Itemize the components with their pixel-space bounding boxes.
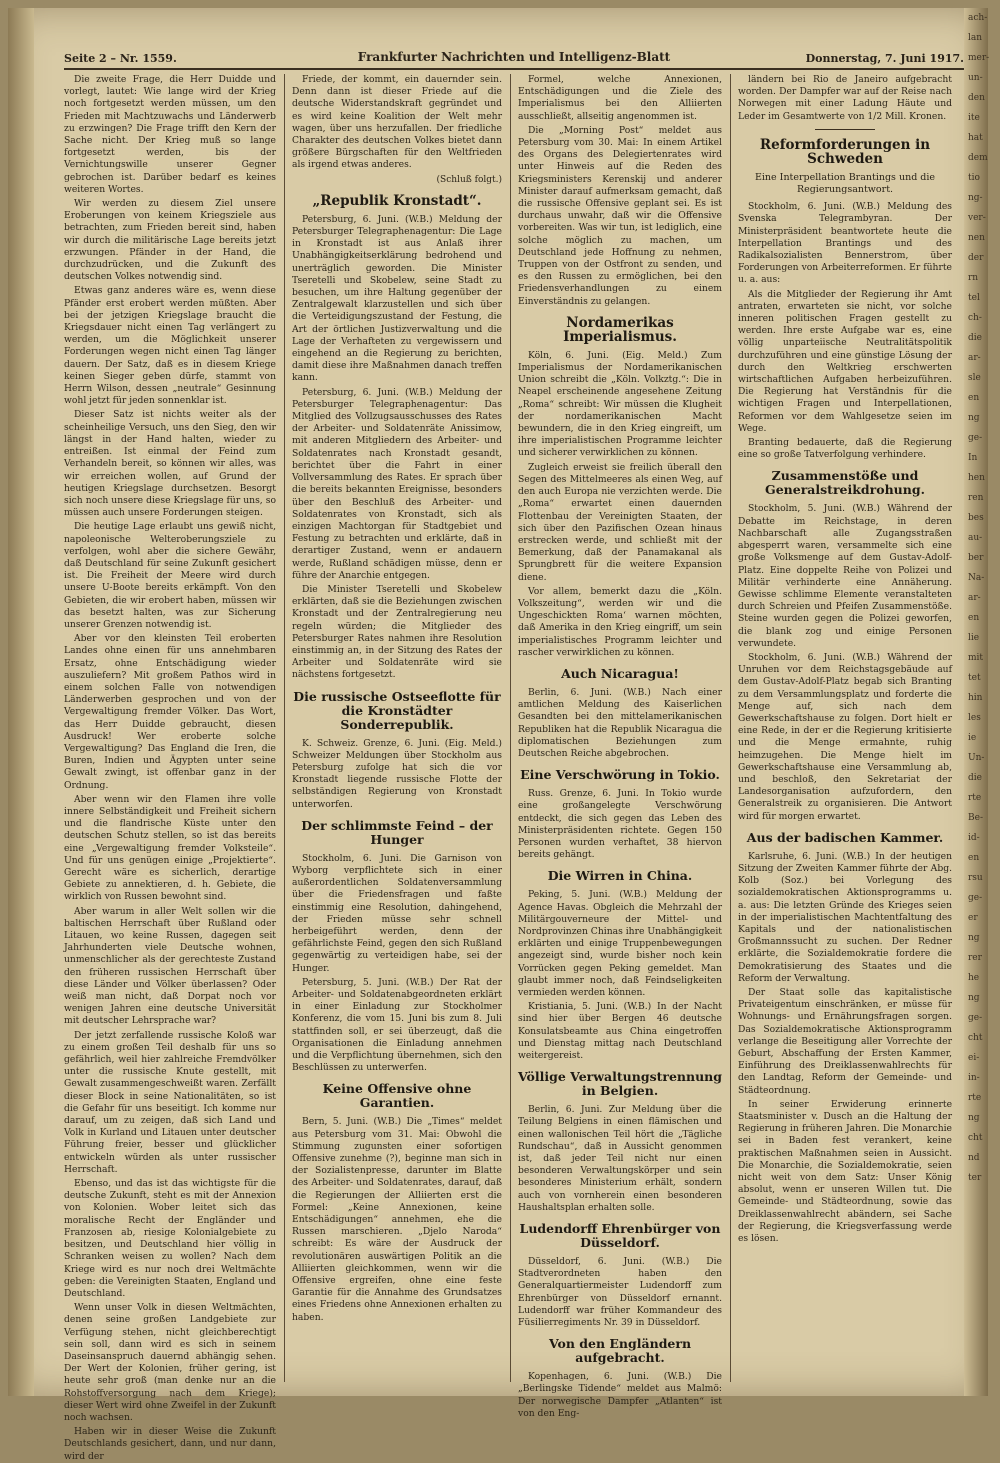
column-rule: [730, 74, 731, 1382]
paragraph: Wir werden zu diesem Ziel unsere Eroberungen von keinem Kriegsziele aus betrachten, zum Frieden bereit sind, haben wir durch die militärische Lage bereits jetzt erzwungen. Pfänder in der Hand, die durchzudrücken, und die Zukunft des deutschen Volkes notwendig sind.: [64, 198, 276, 283]
edge-fragment: ren: [968, 493, 984, 503]
paragraph: Zugleich erweist sie freilich überall den Segen des Mittelmeeres als einen Weg, auf den auch Europa nie verzichten werde. Die „Roma“ erwartet einen dauernden Flottenbau der Vereinigten Staaten, der sich über den Pazifischen Ozean hinaus erstrecken werde, und schließt mit der Bemerkung, daß der Panamakanal als Sprungbrett für die weitere Expansion diene.: [518, 461, 722, 583]
paragraph: Petersburg, 5. Juni. (W.B.) Der Rat der Arbeiter- und Soldatenabgeordneten erklärt in einer Einladung zur Stockholmer Konferenz, die vom 15. Juni bis zum 8. Juli stattfinden soll, er sei überzeugt, daß die Organisationen die Einladung annehmen und die Verpflichtung übernehmen, sich den Beschlüssen zu unterwerfen.: [292, 976, 502, 1074]
paragraph: Etwas ganz anderes wäre es, wenn diese Pfänder erst erobert werden müßten. Aber bei der jetzigen Kriegslage braucht die Kriegsdauer nicht einen Tag verlängert zu werden, um die Möglichkeit unserer Forderungen wegen nicht einen Tag länger dauern. Der Satz, daß es in diesem Kriege keinen Sieger geben dürfe, stammt von Herrn Wilson, dessen „neutrale“ Gesinnung wohl jetzt für jeden sonnenklar ist.: [64, 285, 276, 407]
paragraph: Die zweite Frage, die Herr Duidde und vorlegt, lautet: Wie lange wird der Krieg noch fortgesetzt werden müssen, um den Frieden mit Machtzuwachs und Länderwerb zu erzwingen? Die Frage trifft den Kern der Sache nicht. Der Krieg muß so lange fortgesetzt werden, bis der Vernichtungswille unserer Gegner gebrochen ist. Darüber bedarf es keines weiteren Wortes.: [64, 74, 276, 195]
edge-fragment: in-: [968, 1073, 980, 1083]
paragraph: Dieser Satz ist nichts weiter als der scheinheilige Versuch, uns den Sieg, den wir längst in der Hand halten, wieder zu entreißen. Ist einmal der Feind zum Verhandeln bereit, so können wir alles, was wir erreichen wollen, auf Grund der heutigen Kriegslage durchsetzen. Besorgt sich noch unsere diese Kriegslage für uns, so müssen auch unsere Forderungen steigen.: [64, 409, 276, 519]
edge-fragment: ver-: [968, 213, 986, 223]
edge-fragment: tio: [968, 173, 980, 183]
paragraph: Der jetzt zerfallende russische Koloß war zu einem großen Teil deshalb für uns so gefährlich, weil hier zahlreiche Fremdvölker unter die russische Knute gestellt, mit Gewalt zusammengeschweißt waren. Zerfällt dieser Block in seine Nationalitäten, so ist die Gefahr für uns beseitigt. Ich komme nur darauf, um zu zeigen, daß sich Land und Volk in Kurland und Litauen unter deutscher Führung freier, besser und glücklicher entwickeln würden als unter russischer Herrschaft.: [64, 1029, 276, 1175]
headline-zusammenstoesse: Zusammenstöße und Generalstreikdrohung.: [765, 468, 925, 498]
paragraph: In seiner Erwiderung erinnerte Staatsminister v. Dusch an die Haltung der Regierung in früheren Jahren. Die Monarchie sei in Baden fest verankert, keine praktischen Maßnahmen seien in Aussicht. Die Monarchie, die Sozialdemokratie, seien nicht weit von dem Satz: Unser König absolut, wenn er unseren Willen tut. Die Gemeinde- und Städteordnung, sowie das Dreiklassenwahlrecht abändern, sei Sache der Regierung, die Kriegsverfassung werde es lösen.: [738, 1098, 952, 1245]
paragraph: Aber vor den kleinsten Teil eroberten Landes ohne einen für uns annehmbaren Ersatz, ohne Entschädigung wieder auszuliefern? Mit großem Pathos wird in einem solchen Falle von notwendigen Länderwerben gesprochen und von der Vergewaltigung fremder Völker. Das Wort, das Herr Duidde gebraucht, diesen Ausdruck! Wer eroberte solche Vergewaltigung? Das England die Iren, die Buren, Indien und Ägypten unter seine Gewalt zwingt, ist offenbar ganz in der Ordnung.: [64, 633, 276, 791]
paragraph: Stockholm, 5. Juni. (W.B.) Während der Debatte im Reichstage, in deren Nachbarschaft alle Zugangsstraßen abgesperrt waren, versammelte sich eine große Volksmenge auf dem Gustav-Adolf-Platz. Eine doppelte Reihe von Polizei und Militär verhinderte eine Annäherung. Gewisse schlimme Elemente veranstalteten durch Schreien und Pfeifen Zusammenstöße. Steine wurden gegen die Polizei geworfen, die blank zog und einige Personen verwundete.: [738, 503, 952, 649]
edge-fragment: dem: [968, 153, 988, 163]
paragraph: Ebenso, und das ist das wichtigste für die deutsche Zukunft, steht es mit der Annexion von Kolonien. Wober leitet sich das moralische Recht der Engländer und Franzosen ab, riesige Kolonialgebiete zu besitzen, und Deutschland hier völlig in Schranken weisen zu wollen? Nach dem Kriege wird es nur noch drei Weltmächte geben: die Vereinigten Staaten, England und Deutschland.: [64, 1178, 276, 1299]
paragraph: Die Minister Tseretelli und Skobelew erklärten, daß sie die Beziehungen zwischen Kronstadt und der Zentralregierung neu regeln würden; die Mitglieder des Petersburger Rates nahmen ihre Resolution einstimmig an, in der Sitzung des Rates der Arbeiter und Soldatenräte wird sie nächstens fortgesetzt.: [292, 583, 502, 681]
edge-fragment: In: [968, 453, 978, 463]
paragraph: Haben wir in dieser Weise die Zukunft Deutschlands gesichert, dann, und nur dann, wird der: [64, 1426, 276, 1462]
edge-fragment: Be-: [968, 813, 983, 823]
edge-fragment: ar-: [968, 353, 981, 363]
edge-fragment: ng: [968, 1113, 980, 1123]
column-1: [64, 74, 276, 1462]
headline-badische-kammer: Aus der badischen Kammer.: [746, 829, 944, 845]
paragraph: ländern bei Rio de Janeiro aufgebracht worden. Der Dampfer war auf der Reise nach Norwegen mit einer Ladung Häute und Leder im Gesamtwerte von 1/2 Mill. Kronen.: [738, 74, 952, 122]
edge-fragment: rn: [968, 273, 979, 283]
adjacent-page-edge: [964, 8, 988, 1396]
paragraph: Russ. Grenze, 6. Juni. In Tokio wurde eine großangelegte Verschwörung entdeckt, die sich gegen das Leben des Ministerpräsidenten richtete. Gegen 150 Personen wurden verhaftet, 38 hiervon bereits gehängt.: [518, 788, 722, 861]
edge-fragment: die: [968, 773, 982, 783]
edge-fragment: tel: [968, 293, 980, 303]
masthead: Frankfurter Nachrichten und Intelligenz-Blatt: [357, 50, 671, 64]
edge-fragment: ar-: [968, 593, 981, 603]
continuation-note: (Schluß folgt.): [436, 174, 502, 185]
headline-china: Die Wirren in China.: [547, 868, 693, 884]
edge-fragment: Un-: [968, 753, 985, 763]
edge-fragment: ng: [968, 933, 980, 943]
page-header: [64, 48, 964, 70]
edge-fragment: en: [968, 393, 980, 403]
edge-fragment: un-: [968, 73, 983, 83]
edge-fragment: sle: [968, 373, 981, 383]
paragraph: Kristiania, 5. Juni. (W.B.) In der Nacht sind hier über Bergen 46 deutsche Konsulatsbeamte aus China eingetroffen und Dienstag mittag nach Deutschland weitergereist.: [518, 1001, 722, 1062]
paragraph: Formel, welche Annexionen, Entschädigungen und die Ziele des Imperialismus bei den Alliierten ausschließt, allseitig angenommen ist.: [518, 74, 722, 122]
paragraph: Bern, 5. Juni. (W.B.) Die „Times“ meldet aus Petersburg vom 31. Mai: Obwohl die Stimmung zugunsten einer sofortigen Offensive zunehme (?), beginne man sich in der Sozialistenpresse, darunter im Blatte des Arbeiter- und Soldatenrates, darauf, daß die Regierungen der Alliierten erst die Formel: „Keine Annexionen, keine Entschädigungen“ annehmen, ehe die Russen marschieren. „Djelo Naroda“ schreibt: Es wäre der Ausdruck der revolutionären auswärtigen Politik an die Alliierten gleichkommen, wenn wir die Offensive ergreifen, ohne eine feste Garantie für die Annahme des Grundsatzes eines Friedens ohne Annexionen erhalten zu haben.: [292, 1116, 502, 1323]
headline-ludendorff: Ludendorff Ehrenbürger von Düsseldorf.: [519, 1221, 721, 1251]
paragraph: Düsseldorf, 6. Juni. (W.B.) Die Stadtverordneten haben den Generalquartiermeister Ludendorff zum Ehrenbürger von Düsseldorf ernannt. Ludendorff war früher Kommandeur des Füsilierregiments Nr. 39 in Düsseldorf.: [518, 1256, 722, 1329]
edge-fragment: rte: [968, 793, 982, 803]
headline-belgien: Völlige Verwaltungstrennung in Belgien.: [518, 1069, 723, 1099]
edge-fragment: lie: [968, 633, 980, 643]
column-rule: [284, 74, 285, 1382]
headline-tokio: Eine Verschwörung in Tokio.: [520, 767, 720, 783]
headline-republik-kronstadt: „Republik Kronstadt“.: [312, 192, 482, 209]
paragraph: K. Schweiz. Grenze, 6. Juni. (Eig. Meld.) Schweizer Meldungen über Stockholm aus Petersburg zufolge hat sich die vor Kronstadt liegende russische Flotte der selbständigen Regierung von Kronstadt unterworfen.: [292, 737, 502, 810]
edge-fragment: en: [968, 853, 980, 863]
headline-ostseeflotte: Die russische Ostseeflotte für die Kronstädter Sonderrepublik.: [293, 688, 501, 732]
edge-fragment: ach-: [968, 13, 988, 23]
edge-fragment: les: [968, 713, 981, 723]
divider: [815, 129, 875, 130]
paragraph: Petersburg, 6. Juni. (W.B.) Meldung der Petersburger Telegraphenagentur: Das Mitglied des Vollzugsausschusses des Rates der Arbeiter- und Soldatenräte Anissimow, mit anderen Mitgliedern des Arbeiter- und Soldatenrates nach Kronstadt gesandt, berichtet über die Fahrt in einer Vollversammlung des Rates. Er sprach über die bereits bekannten Ereignisse, besonders über den Beschluß des Arbeiter- und Soldatenrates von Kronstadt, sich als einzigen Machtorgan für Stadtgebiet und Festung zu betrachten und erklärte, daß in derartiger Zustand, wenn er andauern werde, Rußland schädigen müsse, denn er führe der Anarchie entgegen.: [292, 386, 502, 581]
paragraph: Der Staat solle das kapitalistische Privateigentum einschränken, er müsse für Wohnungs- und Ernährungsfragen sorgen. Das Sozialdemokratische Aktionsprogramm verlange die Beseitigung aller Vorrechte der Geburt, Abschaffung der Ersten Kammer, Einführung des Dreiklassenwahlrechts für den Landtag, Reform der Gemeinde- und Städteordnung.: [738, 987, 952, 1096]
edge-fragment: hin: [968, 693, 983, 703]
edge-fragment: nen: [968, 233, 985, 243]
edge-fragment: ge-: [968, 893, 983, 903]
edge-fragment: cht: [968, 1133, 983, 1143]
edge-fragment: en: [968, 613, 980, 623]
edge-fragment: lan: [968, 33, 983, 43]
subheadline: Eine Interpellation Brantings und die Regierungsantwort.: [754, 171, 936, 196]
paragraph: Peking, 5. Juni. (W.B.) Meldung der Agence Havas. Obgleich die Mehrzahl der Militärgouverneure der Mittel- und Nordprovinzen Chinas ihre Unabhängigkeit erklärten und einige Truppenbewegungen angezeigt sind, wurde bisher noch kein Vorrücken gegen Peking gemeldet. Man glaubt immer noch, daß Feindseligkeiten vermieden werden können.: [518, 889, 722, 998]
paragraph: Vor allem, bemerkt dazu die „Köln. Volkszeitung“, werden wir und die Ungeschickten Roma‘ warnen möchten, daß Amerika in den Krieg eingriff, um sein imperialistisches Programm leichter und rascher verwirklichen zu können.: [518, 585, 722, 658]
column-rule: [510, 74, 511, 1382]
paragraph: Stockholm, 6. Juni. Die Garnison von Wyborg verpflichtete sich in einer außerordentlichen Soldatenversammlung über die Friedensfragen und faßte einstimmig eine Resolution, dahingehend, der Frieden müsse sehr schnell herbeigeführt werden, denn der gefährlichste Feind, gegen den sich Rußland gegenwärtig zu verteidigen habe, sei der Hunger.: [292, 852, 502, 974]
edge-fragment: ie: [968, 733, 977, 743]
paragraph: Stockholm, 6. Juni. (W.B.) Während der Unruhen vor dem Reichstagsgebäude auf dem Gustav-Adolf-Platz begab sich Branting zu dem Versammlungsplatz und forderte die Menge auf, sich nach dem Gewerkschaftshause zu folgen. Dort hielt er eine Rede, in der er die Regierung kritisierte und die Menge ermahnte, ruhig heimzugehen. Die Menge hielt im Gewerkschaftshause eine Versammlung ab, und beschloß, den Sekretariat der Landesorganisation aufzufordern, den Generalstreik zu organisieren. Die Antwort wird für morgen erwartet.: [738, 651, 952, 822]
paragraph: Branting bedauerte, daß die Regierung eine so große Tatverfolgung verhindere.: [738, 437, 952, 461]
column-2: [292, 74, 502, 1382]
edge-fragment: hen: [968, 473, 985, 483]
edge-fragment: ite: [968, 113, 980, 123]
edge-fragment: rer: [968, 953, 982, 963]
edge-fragment: mit: [968, 653, 984, 663]
page-number: Seite 2 – Nr. 1559.: [64, 52, 177, 65]
edge-fragment: bes: [968, 513, 984, 523]
paragraph: Aber wenn wir den Flamen ihre volle innere Selbständigkeit und Freiheit sichern und die flandrische Küste unter den deutschen Schutz stellen, so ist das bereits eine „Vergewaltigung fremder Volksteile“. Und für uns genügen einige „Projektierte“. Gerecht wäre es sicherlich, derartige Gebiete zu annektieren, d. h. Gebiete, die wirklich von Russen bewohnt sind.: [64, 793, 276, 903]
edge-fragment: nd: [968, 1153, 980, 1163]
edge-fragment: ge-: [968, 433, 983, 443]
edge-fragment: der: [968, 253, 984, 263]
edge-fragment: die: [968, 333, 982, 343]
paragraph: Stockholm, 6. Juni. (W.B.) Meldung des Svenska Telegrambyran. Der Ministerpräsident beantwortete heute die Interpellation Brantings und des Radikalsozialisten Bennerstrom, über Forderungen von Arbeiterreformen. Er führte u. a. aus:: [738, 201, 952, 286]
edge-fragment: rsu: [968, 873, 983, 883]
paragraph: Kopenhagen, 6. Juni. (W.B.) Die „Berlingske Tidende“ meldet aus Malmö: Der norwegische Dampfer „Atlanten“ ist von den Eng-: [518, 1371, 722, 1419]
paragraph: Friede, der kommt, ein dauernder sein. Denn dann ist dieser Friede auf die deutsche Widerstandskraft gegründet und es wird keine Koalition der Welt mehr wagen, über uns herzufallen. Der friedliche Charakter des deutschen Volkes bietet dann größere Bürgschaften für den Weltfrieden als irgend etwas anderes.: [292, 74, 502, 171]
headline-hunger: Der schlimmste Feind – der Hunger: [301, 817, 493, 847]
headline-englaender: Von den Engländern aufgebracht.: [548, 1336, 692, 1366]
edge-fragment: ng: [968, 413, 980, 423]
headline-offensive: Keine Offensive ohne Garantien.: [322, 1081, 472, 1111]
paragraph: Berlin, 6. Juni. Zur Meldung über die Teilung Belgiens in einen flämischen und einen wallonischen Teil hört die „Tägliche Rundschau“, daß in Aussicht genommen ist, daß jeder Teil nicht nur einen besonderen Verwaltungskörper und sein besonderes Ministerium erhält, sondern auch von vornherein einen besonderen Haushaltsplan erhalten solle.: [518, 1104, 722, 1213]
column-3: [518, 74, 723, 1419]
edge-fragment: au-: [968, 533, 983, 543]
paragraph: Köln, 6. Juni. (Eig. Meld.) Zum Imperialismus der Nordamerikanischen Union schreibt die „Köln. Volkztg.“: Die in Neapel erscheinende angesehene Zeitung „Roma“ schreibt: Wir müssen die Klugheit der nordamerikanischen Macht bewundern, die in den Krieg eingreift, um ihre imperialistischen Programme leichter und sicherer verwirklichen zu können.: [518, 349, 722, 459]
newspaper-page: [8, 8, 990, 1462]
column-4: [738, 74, 952, 1382]
edge-fragment: rte: [968, 1093, 982, 1103]
edge-fragment: ter: [968, 1173, 982, 1183]
edge-fragment: ber: [968, 553, 984, 563]
paragraph: Die „Morning Post“ meldet aus Petersburg vom 30. Mai: In einem Artikel des Organs des Delegiertenrates wird unter Hinweis auf die Reden des Kriegsministers Kerenskij und anderer Minister darauf aufmerksam gemacht, daß die russische Offensive geplant sei. Es ist durchaus unwahr, daß wir die Offensive vorbereiten. Was wir tun, ist lediglich, eine solche möglich zu machen, um Deutschland jede Hoffnung zu nehmen, Truppen von der Ostfront zu senden, und es den Russen zu ermöglichen, bei den Friedensverhandlungen zu einem Einverständnis zu gelangen.: [518, 124, 722, 307]
paragraph: Berlin, 6. Juni. (W.B.) Nach einer amtlichen Meldung des Kaiserlichen Gesandten bei den mittelamerikanischen Republiken hat die Republik Nicaragua die diplomatischen Beziehungen zum Deutschen Reiche abgebrochen.: [518, 686, 722, 759]
edge-fragment: ei-: [968, 1053, 980, 1063]
edge-fragment: cht: [968, 1033, 983, 1043]
edge-fragment: tet: [968, 673, 981, 683]
paragraph: Die heutige Lage erlaubt uns gewiß nicht, napoleonische Welteroberungsziele zu verfolgen, wohl aber die sichere Gewähr, daß Deutschland für seine Zukunft gesichert ist. Die Freiheit der Meere wird durch unsere U-Boote bereits erkämpft. Von den Gebieten, die wir erobert haben, müssen wir das besetzt halten, was zur Sicherung unserer Grenzen notwendig ist.: [64, 521, 276, 630]
edge-fragment: ch-: [968, 313, 982, 323]
paragraph: Karlsruhe, 6. Juni. (W.B.) In der heutigen Sitzung der Zweiten Kammer führte der Abg. Kolb (Soz.) bei Vorlegung des sozialdemokratischen Aktionsprogramms u. a. aus: Die letzten Gründe des Krieges seien in der imperialistischen Machtentfaltung des Kapitals und der nationalistischen Großmannssucht zu suchen. Der Redner erklärte, die Sozialdemokratie fordere die Demokratisierung des Staates und die Reform der Verwaltung.: [738, 850, 952, 984]
page-binding: [8, 8, 34, 1396]
paragraph: Als die Mitglieder der Regierung ihr Amt antraten, erwarteten sie nicht, vor solche inneren politischen Fragen gestellt zu werden. Ihre erste Aufgabe war es, eine völlig unparteiische Neutralitätspolitik durchzuführen und eine günstige Lösung der durch den Weltkrieg erschwerten wirtschaftlichen Aufgaben herbeizuführen. Die Regierung hat Verständnis für die wichtigen Fragen und Interpellationen, Reformen vor dem Wahlgesetze seien im Wege.: [738, 288, 952, 434]
edge-fragment: hat: [968, 133, 983, 143]
issue-date: Donnerstag, 7. Juni 1917.: [805, 52, 964, 65]
edge-fragment: ng: [968, 993, 980, 1003]
edge-fragment: ge-: [968, 1013, 983, 1023]
edge-fragment: Na-: [968, 573, 985, 583]
edge-fragment: den: [968, 93, 985, 103]
paragraph: Aber warum in aller Welt sollen wir die baltischen Herrschaft über Rußland oder Litauen, wo keine Russen, dagegen seit Jahrhunderten viele Deutsche wohnen, unmenschlicher als der gerechteste Zustand den früheren russischen Herrschaft über diese Länder und Völker überlassen? Oder weiß man nicht, daß Dorpat noch vor wenigen Jahren eine deutsche Universität mit deutscher Lehrsprache war?: [64, 905, 276, 1027]
paragraph: Petersburg, 6. Juni. (W.B.) Meldung der Petersburger Telegraphenagentur: Die Lage in Kronstadt ist aus Anlaß ihrer Unabhängigkeitserklärung bedrohend und unerträglich geworden. Die Minister Tseretelli und Skobelew, seine Stadt zu besuchen, um ihre Haltung gegenüber der Zentralgewalt klarzustellen und sich über die Verteidigungszustand der Festung, die Art der örtlichen Justizverwaltung und die Lage der Verhafteten zu vergewissern und eingehend an die Regierung zu berichten, damit diese ihre Maßnahmen danach treffen kann.: [292, 213, 502, 384]
edge-fragment: ng-: [968, 193, 983, 203]
edge-fragment: er: [968, 913, 978, 923]
headline-nordamerika: Nordamerikas Imperialismus.: [563, 314, 677, 345]
headline-reformforderungen: Reformforderungen in Schweden: [759, 136, 931, 167]
edge-fragment: he: [968, 973, 980, 983]
paragraph: Wenn unser Volk in diesen Weltmächten, denen seine großen Landgebiete zur Verfügung stehen, nicht gleichberechtigt sein soll, dann wird es sich in seinem Daseinsanspruch dauernd abhängig sehen. Der Wert der Kolonien, früher gering, ist heute sehr groß (man denke nur an die Rohstoffversorgung nach dem Kriege); dieser Wert wird ohne Zweifel in der Zukunft noch wachsen.: [64, 1302, 276, 1423]
edge-fragment: mer-: [968, 53, 990, 63]
edge-fragment: id-: [968, 833, 980, 843]
headline-nicaragua: Auch Nicaragua!: [561, 665, 679, 681]
